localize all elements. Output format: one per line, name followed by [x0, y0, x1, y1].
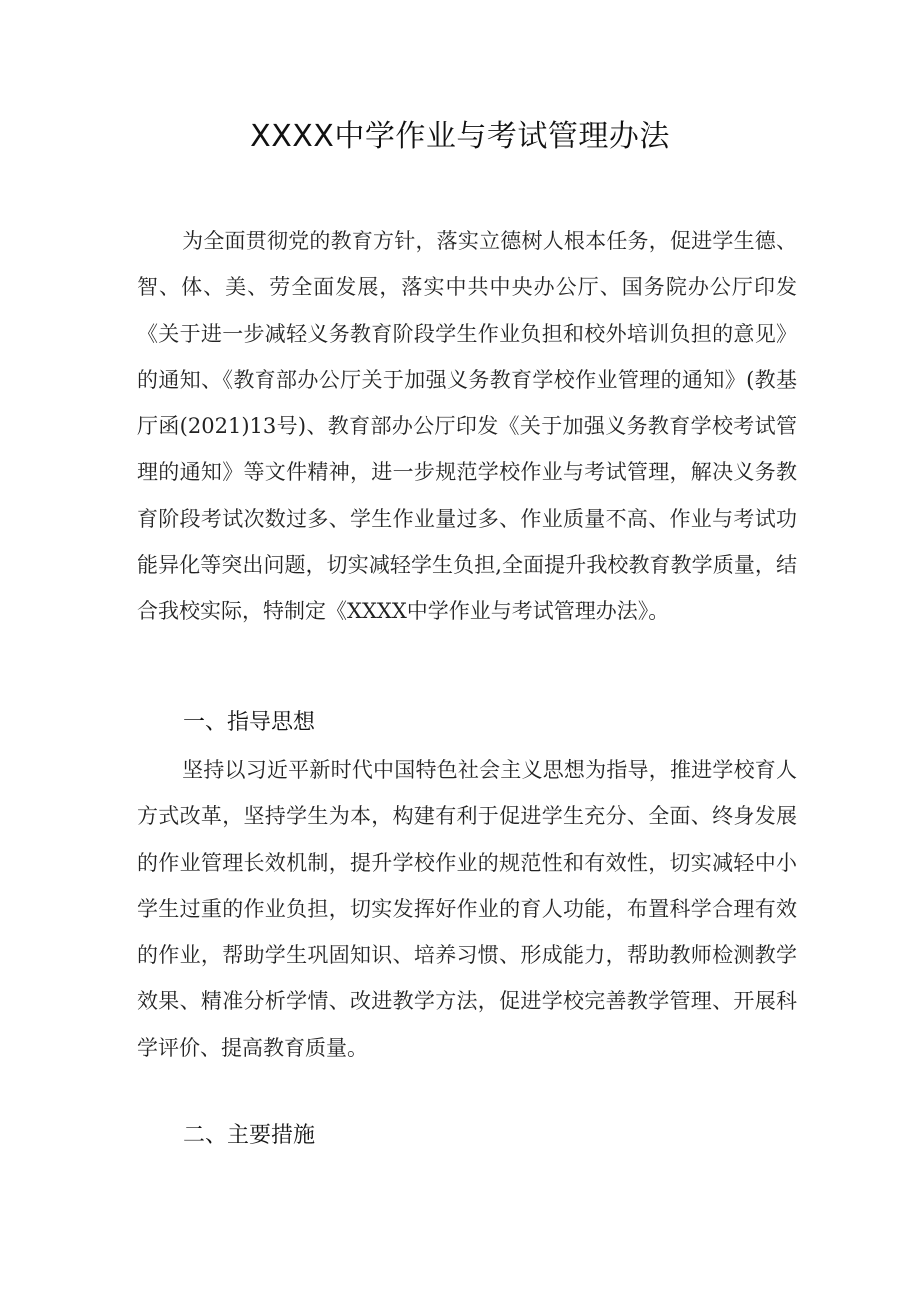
- section-heading-main-measures: 二、主要措施: [183, 1123, 316, 1148]
- document-title: XXXX中学作业与考试管理办法: [250, 119, 670, 154]
- intro-paragraph: 为全面贯彻党的教育方针，落实立德树人根本任务，促进学生德、智、体、美、劳全面发展，落实中共中央办公厅、国务院办公厅印发《关于进一步减轻义务教育阶段学生作业负担和校外培训负担的意见》的通知、《教育部办公厅关于加强义务教育学校作业管理的通知》(教基厅函(2021)13号)、教育部办公厅印发《关于加强义务教育学校考试管理的通知》等文件精神，进一步规范学校作业与考试管理，解决义务教育阶段考试次数过多、学生作业量过多、作业质量不高、作业与考试功能异化等突出问题，切实减轻学生负担,全面提升我校教育教学质量，结合我校实际，特制定《XXXX中学作业与考试管理办法》。: [137, 229, 797, 624]
- section-body-guiding-ideology: 坚持以习近平新时代中国特色社会主义思想为指导，推进学校育人方式改革，坚持学生为本，构建有利于促进学生充分、全面、终身发展的作业管理长效机制，提升学校作业的规范性和有效性，切实减轻中小学生过重的作业负担，切实发挥好作业的育人功能，布置科学合理有效的作业，帮助学生巩固知识、培养习惯、形成能力，帮助教师检测教学效果、精准分析学情、改进教学方法，促进学校完善教学管理、开展科学评价、提高教育质量。: [137, 758, 797, 1060]
- section-heading-guiding-ideology: 一、指导思想: [183, 710, 316, 735]
